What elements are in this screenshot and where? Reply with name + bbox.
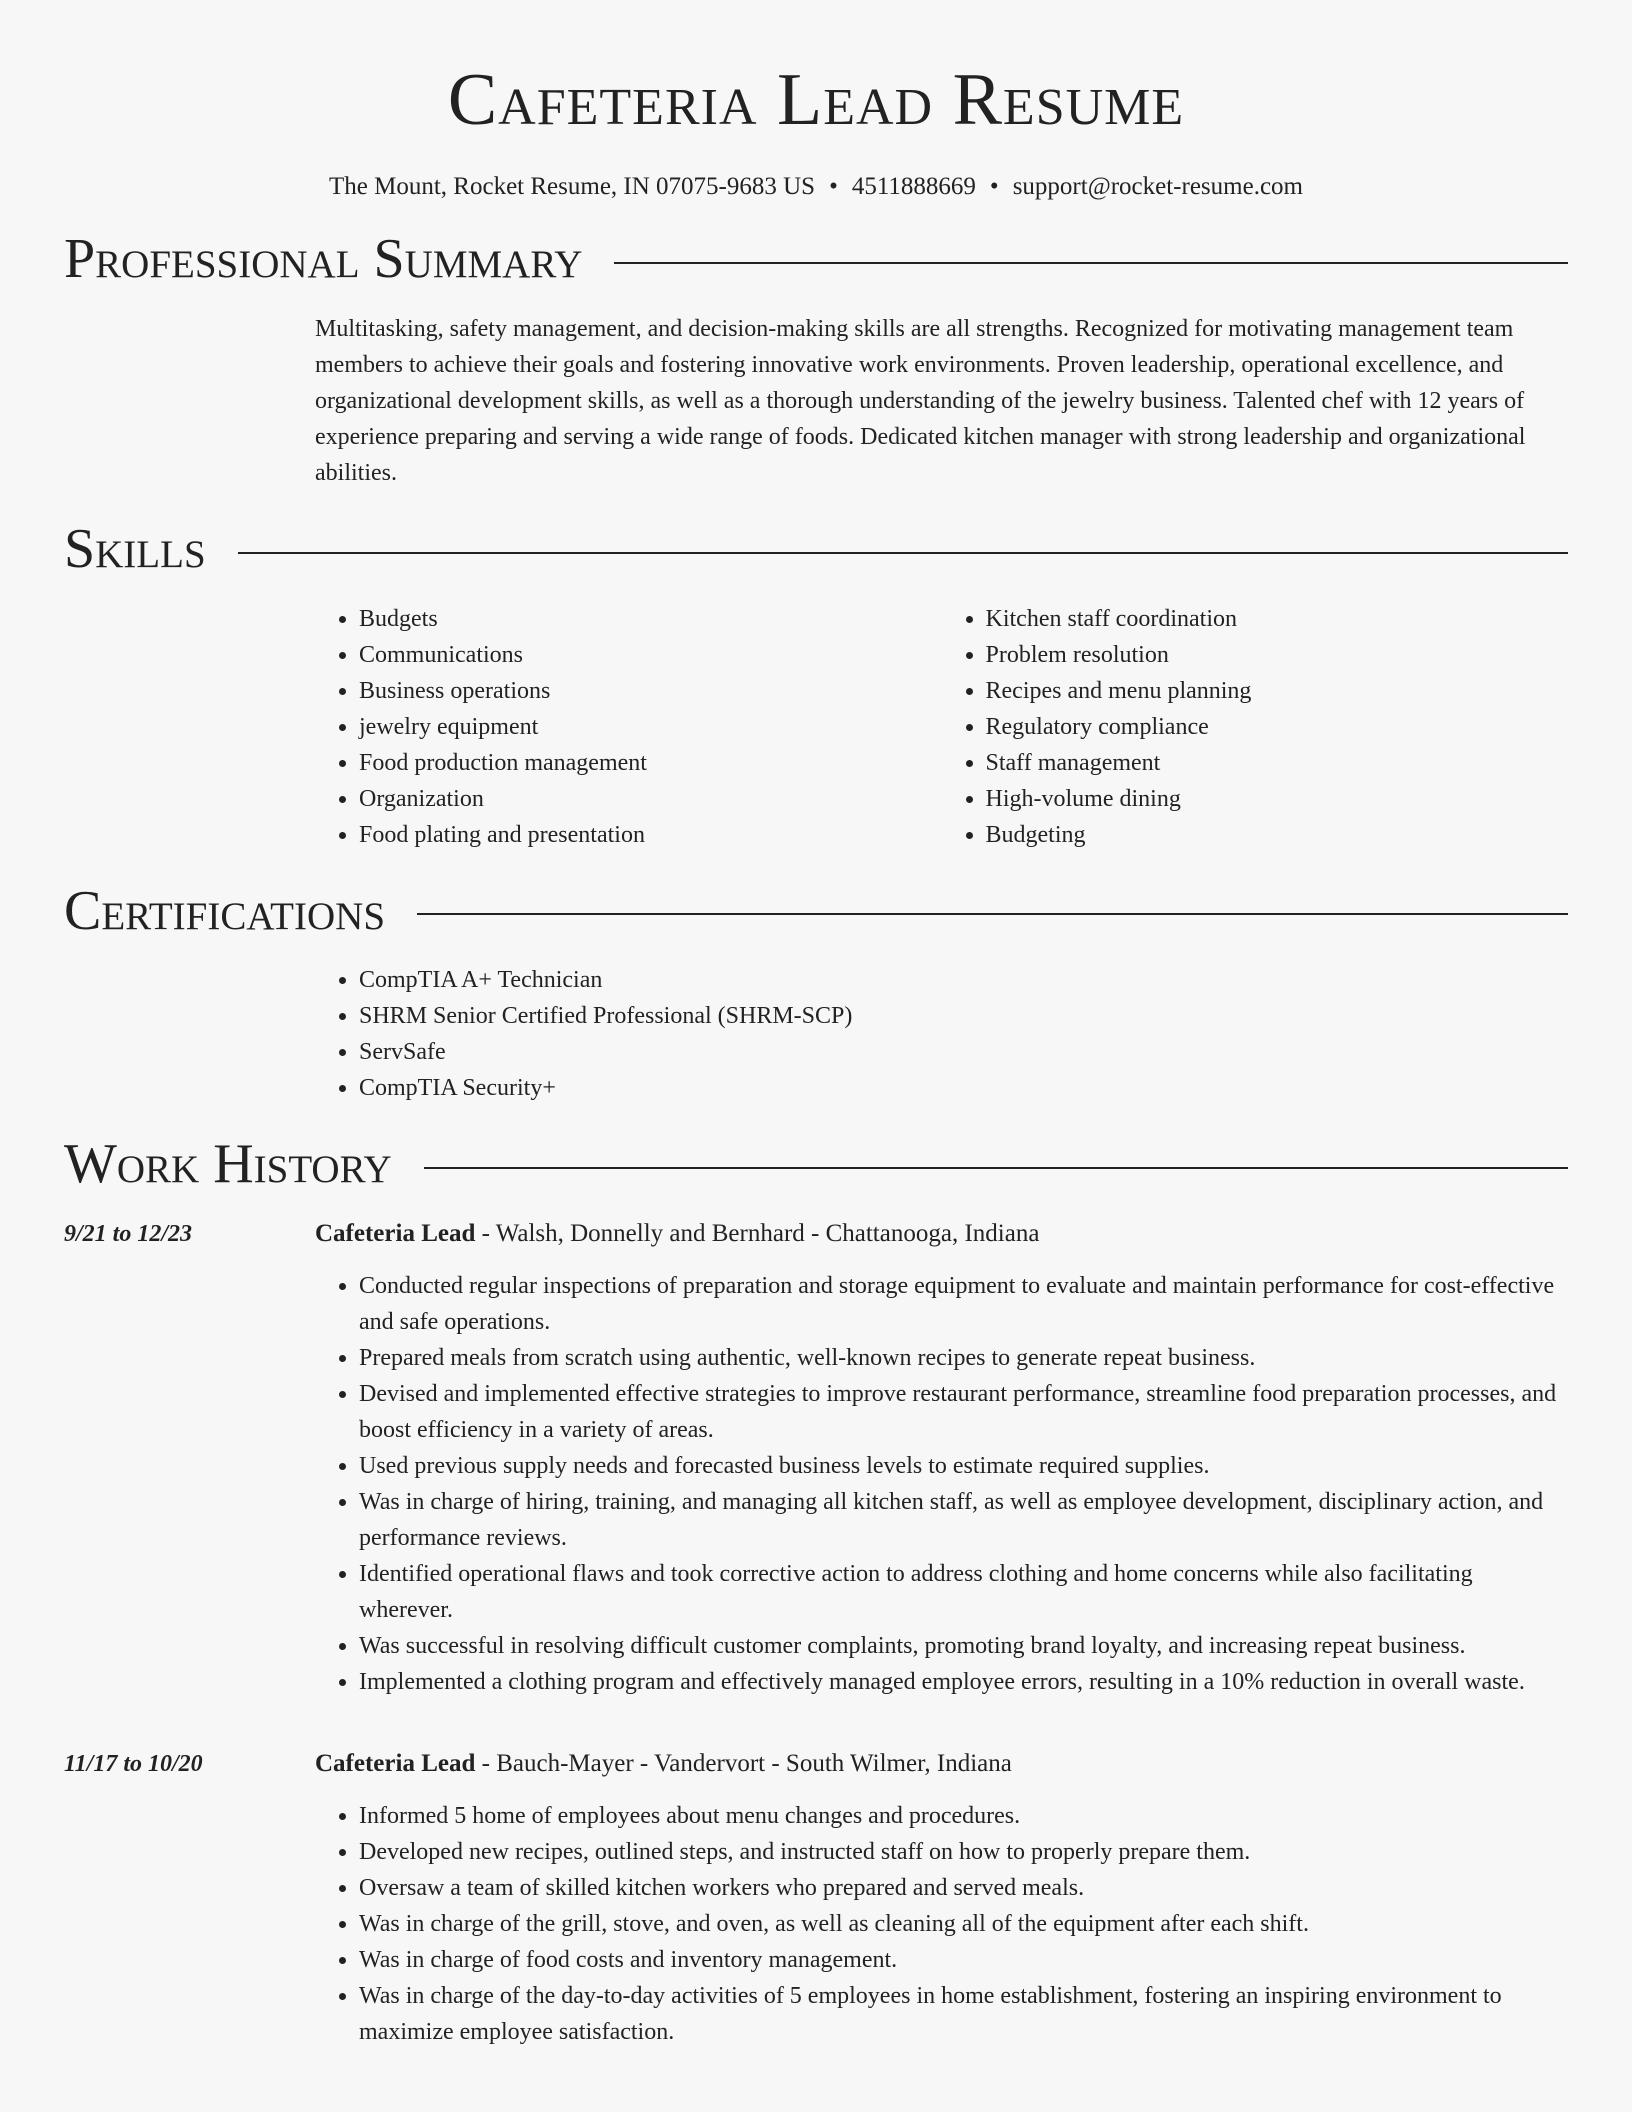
job-content: [315, 1216, 1568, 1700]
contact-email: support@rocket-resume.com: [1012, 173, 1303, 201]
skills-list-left: [315, 601, 942, 853]
contact-address: The Mount, Rocket Resume, IN 07075-9683 US: [329, 173, 816, 201]
job-bullet: • Implemented a clothing program and effectively managed employee errors, resulting in a 10% reduction in overall waste.: [359, 1664, 1568, 1700]
job-content: [315, 1746, 1568, 2050]
job-bullet: • Used previous supply needs and forecasted business levels to estimate required supplies.: [359, 1448, 1568, 1484]
job-bullet: • Devised and implemented effective strategies to improve restaurant performance, streamline food preparation processes, and boost efficiency in a variety of areas.: [359, 1376, 1568, 1448]
job-details: - Walsh, Donnelly and Bernhard - Chattanooga, Indiana: [475, 1219, 1040, 1247]
job-bullet: • Conducted regular inspections of preparation and storage equipment to evaluate and maintain performance for cost-effective and safe operations.: [359, 1268, 1568, 1340]
summary-body: [315, 311, 1568, 491]
skill-item: • High-volume dining: [986, 781, 1569, 817]
skill-item: • Food plating and presentation: [359, 817, 942, 853]
section-title: Professional Summary: [64, 228, 583, 291]
skill-item: • Regulatory compliance: [986, 709, 1569, 745]
certifications-section: [64, 881, 1568, 1107]
section-header: [64, 519, 1568, 581]
section-divider: [614, 262, 1568, 264]
section-divider: [238, 552, 1568, 554]
skills-section: [64, 519, 1568, 853]
skill-item: • Recipes and menu planning: [986, 673, 1569, 709]
skill-item: • jewelry equipment: [359, 709, 942, 745]
certification-item: • ServSafe: [359, 1034, 1568, 1070]
job-bullet: • Developed new recipes, outlined steps, and instructed staff on how to properly prepare them.: [359, 1834, 1568, 1870]
professional-summary-section: [64, 229, 1568, 491]
summary-text: Multitasking, safety management, and decision-making skills are all strengths. Recognized for motivating management team members to achieve their goals and fostering innovative work environments. Proven leadership, operational excellence, and organizational development skills, as well as a thorough understanding of the jewelry business. Talented chef with 12 years of experience preparing and serving a wide range of foods. Dedicated kitchen manager with strong leadership and organizational abilities.: [315, 315, 1526, 486]
certifications-list: [315, 962, 1568, 1106]
resume-title: Cafeteria Lead Resume: [447, 59, 1185, 141]
job-dates: 9/21 to 12/23: [64, 1220, 193, 1247]
job-entry: [64, 1216, 1568, 1700]
job-heading: [315, 1746, 1568, 1782]
resume-header: [64, 60, 1568, 201]
section-divider: [424, 1167, 1568, 1169]
job-dates: 11/17 to 10/20: [64, 1750, 203, 1777]
contact-phone: 4511888669: [851, 173, 976, 201]
skill-item: • Food production management: [359, 745, 942, 781]
section-title: Work History: [64, 1133, 392, 1196]
job-title: Cafeteria Lead: [315, 1749, 476, 1777]
job-bullet: • Was in charge of the day-to-day activities of 5 employees in home establishment, fostering an inspiring environment to maximize employee satisfaction.: [359, 1978, 1568, 2050]
job-bullets: [315, 1268, 1568, 1700]
section-header: [64, 881, 1568, 943]
skill-item: • Staff management: [986, 745, 1569, 781]
section-header: [64, 229, 1568, 291]
skill-item: • Business operations: [359, 673, 942, 709]
job-details: - Bauch-Mayer - Vandervort - South Wilmer, Indiana: [475, 1749, 1012, 1777]
job-entry: [64, 1746, 1568, 2050]
work-history-section: [64, 1134, 1568, 2050]
skill-item: • Kitchen staff coordination: [986, 601, 1569, 637]
contact-separator: •: [989, 173, 999, 201]
section-divider: [417, 913, 1568, 915]
job-heading: [315, 1216, 1568, 1252]
certifications-body: [315, 962, 1568, 1106]
certification-item: • SHRM Senior Certified Professional (SHRM-SCP): [359, 998, 1568, 1034]
skills-body: [315, 601, 1568, 853]
skill-item: • Budgeting: [986, 817, 1569, 853]
skill-item: • Problem resolution: [986, 637, 1569, 673]
section-header: [64, 1134, 1568, 1196]
job-bullet: • Was in charge of hiring, training, and managing all kitchen staff, as well as employee development, disciplinary action, and performance reviews.: [359, 1484, 1568, 1556]
contact-separator: •: [829, 173, 838, 201]
certification-item: • CompTIA A+ Technician: [359, 962, 1568, 998]
section-title: Certifications: [64, 879, 386, 942]
skills-list-right: [942, 601, 1569, 853]
job-bullet: • Was in charge of the grill, stove, and oven, as well as cleaning all of the equipment after each shift.: [359, 1906, 1568, 1942]
skill-item: • Organization: [359, 781, 942, 817]
job-bullet: • Was in charge of food costs and inventory management.: [359, 1942, 1568, 1978]
job-bullet: • Prepared meals from scratch using authentic, well-known recipes to generate repeat business.: [359, 1340, 1568, 1376]
job-bullet: • Oversaw a team of skilled kitchen workers who prepared and served meals.: [359, 1870, 1568, 1906]
certification-item: • CompTIA Security+: [359, 1070, 1568, 1106]
job-bullets: [315, 1798, 1568, 2050]
job-title: Cafeteria Lead: [315, 1219, 476, 1247]
job-bullet: • Was successful in resolving difficult customer complaints, promoting brand loyalty, and increasing repeat business.: [359, 1628, 1568, 1664]
contact-line: [64, 173, 1568, 201]
skill-item: • Budgets: [359, 601, 942, 637]
job-bullet: • Informed 5 home of employees about menu changes and procedures.: [359, 1798, 1568, 1834]
job-bullet: • Identified operational flaws and took corrective action to address clothing and home concerns while also facilitating wherever.: [359, 1556, 1568, 1628]
skill-item: • Communications: [359, 637, 942, 673]
section-title: Skills: [64, 517, 206, 580]
